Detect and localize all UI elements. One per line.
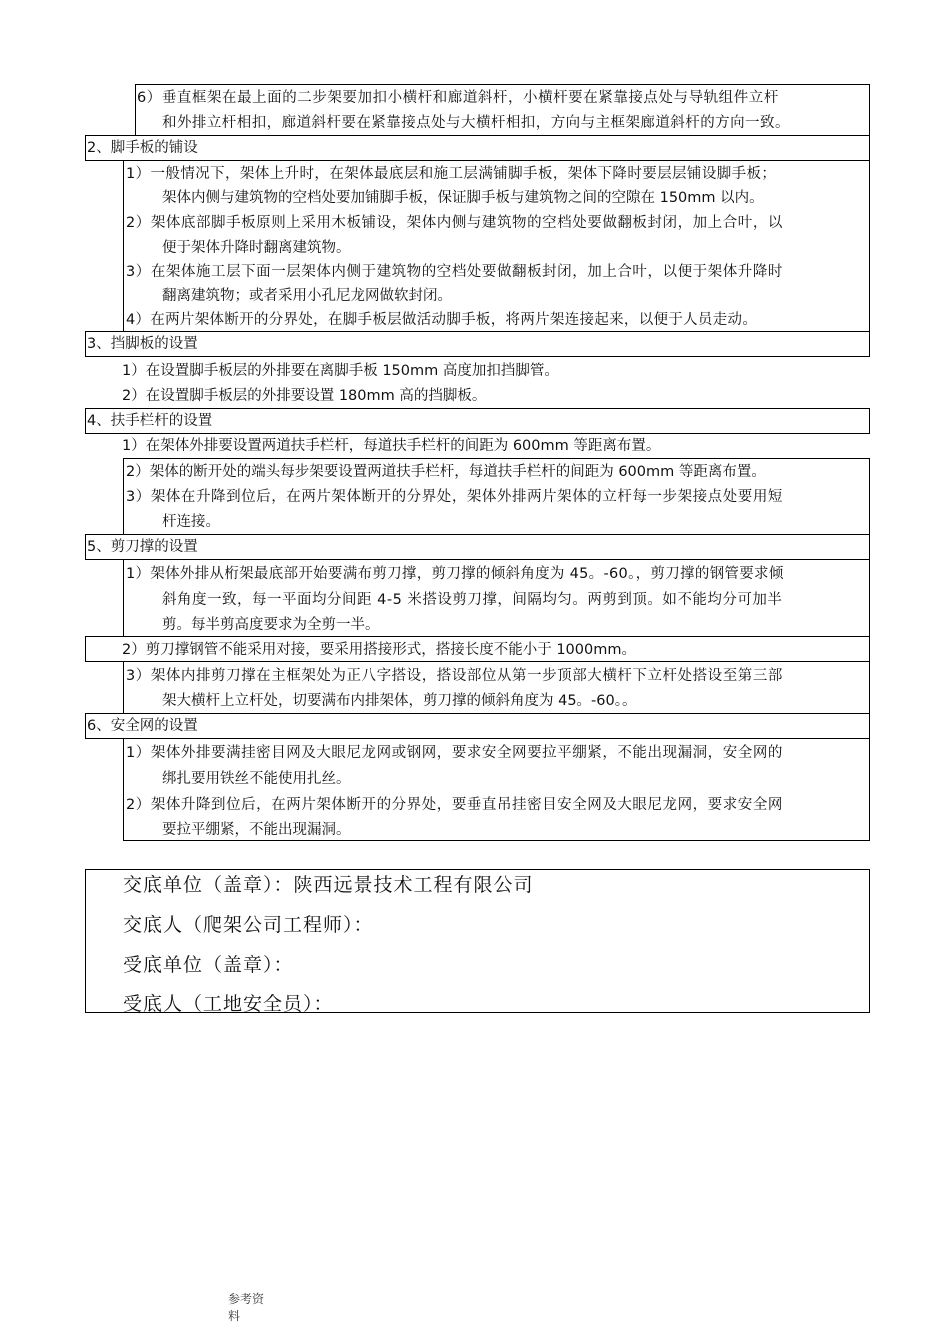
footer-note-line-2: 料 (228, 1309, 241, 1323)
section-3-heading-box (85, 331, 870, 357)
section-6-item-1-line-2: 绑扎要用铁丝不能使用扎丝。 (162, 771, 351, 787)
section-5-item-3-line-1: 3）架体内排剪刀撑在主框架处为正八字搭设，搭设部位从第一步顶部大横杆下立杆处搭设至第三部 (126, 668, 783, 684)
section-5-item-3-line-2: 架大横杆上立杆处，切要满布内排架体，剪刀撑的倾斜角度为 45。-60。。 (162, 693, 637, 709)
section-4-item-1: 1）在架体外排要设置两道扶手栏杆，每道扶手栏杆的间距为 600mm 等距离布置。 (122, 438, 661, 454)
section-2-heading: 2、脚手板的铺设 (87, 140, 198, 156)
section-3-heading: 3、挡脚板的设置 (87, 336, 198, 352)
section-2-item-3-line-2: 翻离建筑物；或者采用小孔尼龙网做软封闭。 (162, 288, 452, 304)
issuer-unit: 交底单位（盖章）：陕西远景技术工程有限公司 (123, 874, 534, 896)
section-3-item-1: 1）在设置脚手板层的外排要在离脚手板 150mm 高度加扣挡脚管。 (122, 363, 559, 379)
section-3-item-2: 2）在设置脚手板层的外排要设置 180mm 高的挡脚板。 (122, 388, 487, 404)
section-2-item-2-line-1: 2）架体底部脚手板原则上采用木板铺设，架体内侧与建筑物的空档处要做翻板封闭，加上合叶，以 (126, 215, 783, 231)
section-2-item-4: 4）在两片架体断开的分界处，在脚手板层做活动脚手板，将两片架连接起来，以便于人员走动。 (126, 312, 758, 328)
section-2-heading-box (85, 135, 870, 161)
item-6-line-2: 和外排立杆相扣，廊道斜杆要在紧靠接点处与大横杆相扣，方向与主框架廊道斜杆的方向一致。 (162, 115, 790, 131)
footer-note-line-1: 参考资 (228, 1292, 265, 1306)
section-5-item-1-line-2: 斜角度一致，每一平面均分间距 4-5 米搭设剪刀撑，间隔均匀。两剪到顶。如不能均分可加半 (162, 592, 783, 608)
section-4-item-3-line-2: 杆连接。 (162, 514, 220, 530)
item-6-line-1: 6）垂直框架在最上面的二步架要加扣小横杆和廊道斜杆，小横杆要在紧靠接点处与导轨组件立杆 (137, 90, 779, 106)
section-6-heading-box (85, 713, 870, 739)
section-2-item-3-line-1: 3）在架体施工层下面一层架体内侧于建筑物的空档处要做翻板封闭，加上合叶，以便于架体升降时 (126, 264, 783, 280)
section-6-heading: 6、安全网的设置 (87, 718, 198, 734)
section-4-item-2: 2）架体的断开处的端头每步架要设置两道扶手栏杆，每道扶手栏杆的间距为 600mm 等距离布置。 (126, 464, 766, 480)
issuer-person: 交底人（爬架公司工程师）： (123, 914, 374, 936)
section-5-item-1-line-1: 1）架体外排从桁架最底部开始要满布剪刀撑，剪刀撑的倾斜角度为 45。-60。，剪刀撑的钢管要求倾 (126, 566, 784, 582)
section-6-item-1-line-1: 1）架体外排要满挂密目网及大眼尼龙网或钢网，要求安全网要拉平绷紧，不能出现漏洞，安全网的 (126, 745, 783, 761)
section-5-heading: 5、剪刀撑的设置 (87, 539, 198, 555)
receiver-unit: 受底单位（盖章）： (123, 954, 294, 976)
section-6-item-2-line-2: 要拉平绷紧，不能出现漏洞。 (162, 822, 351, 838)
section-2-item-2-line-2: 便于架体升降时翻离建筑物。 (162, 240, 351, 256)
section-6-item-2-line-1: 2）架体升降到位后，在两片架体断开的分界处，要垂直吊挂密目安全网及大眼尼龙网，要求安全网 (126, 797, 783, 813)
section-2-item-1-line-1: 1）一般情况下，架体上升时，在架体最底层和施工层满铺脚手板，架体下降时要层层铺设脚手板； (126, 166, 777, 182)
section-4-heading: 4、扶手栏杆的设置 (87, 413, 213, 429)
section-4-item-3-line-1: 3）架体在升降到位后，在两片架体断开的分界处，架体外排两片架体的立杆每一步架接点处要用短 (126, 489, 783, 505)
section-2-item-1-line-2: 架体内侧与建筑物的空档处要加铺脚手板，保证脚手板与建筑物之间的空隙在 150mm 以内。 (162, 190, 764, 206)
section-5-heading-box (85, 534, 870, 560)
section-5-item-1-line-3: 剪。每半剪高度要求为全剪一半。 (162, 617, 380, 633)
section-5-item-2: 2）剪刀撑钢管不能采用对接，要采用搭接形式，搭接长度不能小于 1000mm。 (122, 642, 636, 658)
receiver-person: 受底人（工地安全员）： (123, 993, 334, 1015)
